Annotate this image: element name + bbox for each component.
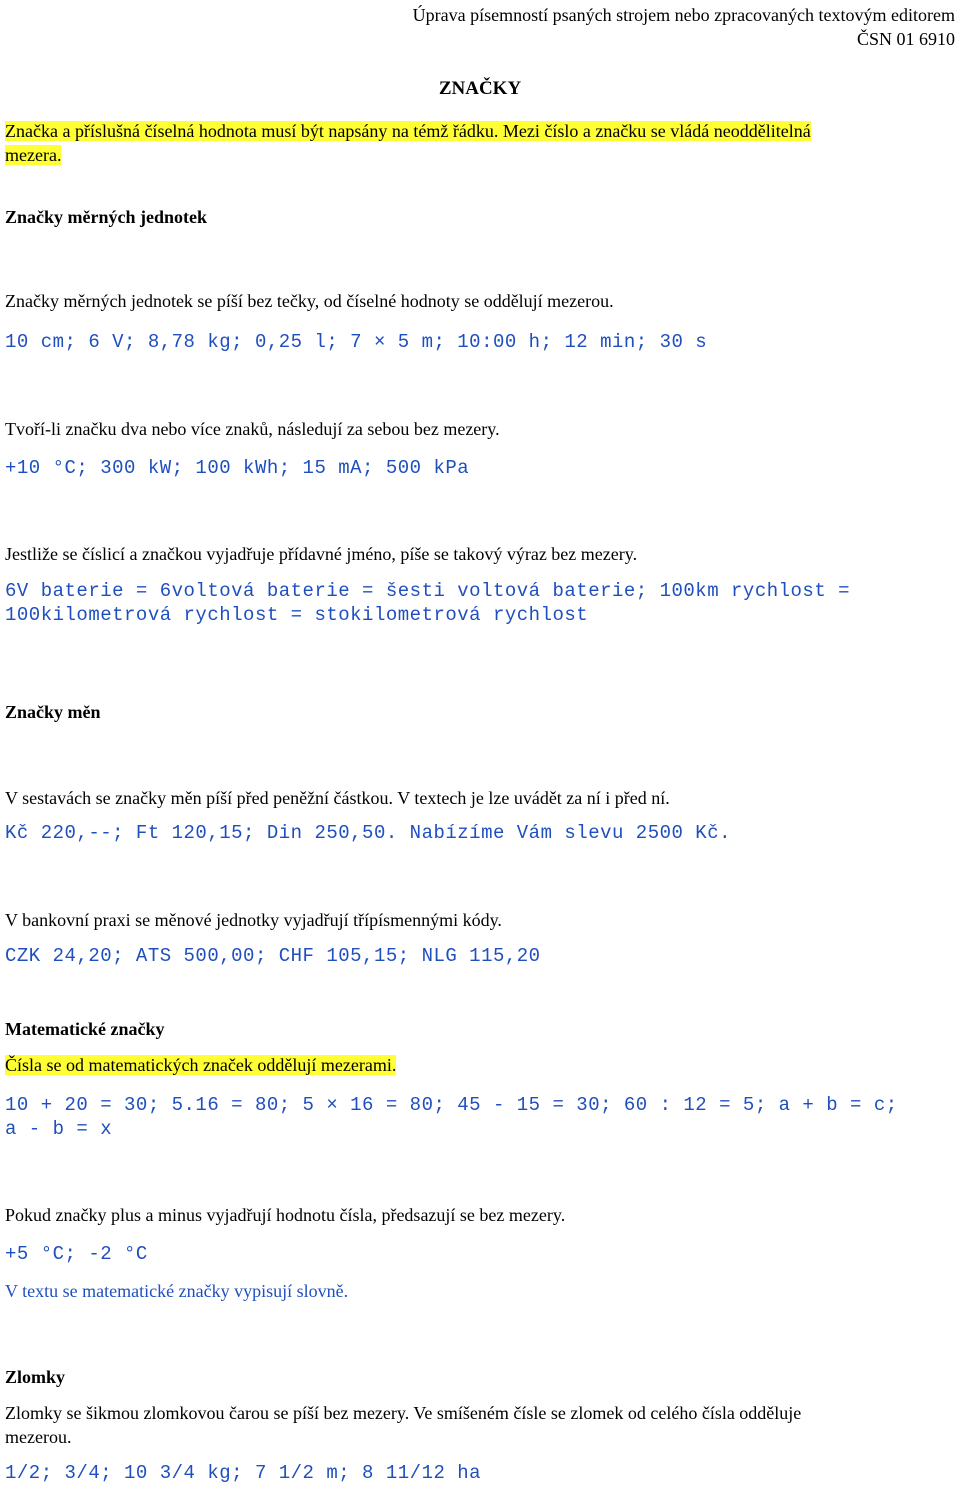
units-rule3: Jestliže se číslicí a značkou vyjadřuje přídavné jméno, píše se takový výraz bez mezery. bbox=[5, 544, 638, 564]
units-example3-line1: 6V baterie = 6voltová baterie = šesti voltová baterie; 100km rychlost = bbox=[5, 580, 851, 602]
document-header-standard: ČSN 01 6910 bbox=[856, 29, 955, 49]
intro-highlight: Značka a příslušná číselná hodnota musí být napsány na témž řádku. Mezi číslo a značku se vládá neoddělitelná bbox=[5, 121, 811, 141]
units-example3-line2: 100kilometrová rychlost = stokilometrová rychlost bbox=[5, 604, 589, 626]
fractions-heading: Zlomky bbox=[5, 1367, 66, 1387]
units-example2: +10 °C; 300 kW; 100 kWh; 15 mA; 500 kPa bbox=[5, 457, 470, 479]
math-rule3: V textu se matematické značky vypisují slovně. bbox=[5, 1281, 349, 1301]
intro-highlight-cont: mezera. bbox=[5, 145, 62, 165]
units-example1: 10 cm; 6 V; 8,78 kg; 0,25 l; 7 × 5 m; 10:00 h; 12 min; 30 s bbox=[5, 331, 708, 353]
currency-rule2: V bankovní praxi se měnové jednotky vyjadřují třípísmennými kódy. bbox=[5, 910, 502, 930]
document-header-line1: Úprava písemností psaných strojem nebo zpracovaných textovým editorem bbox=[412, 5, 955, 25]
math-rule1-highlight: Čísla se od matematických značek oddělují mezerami. bbox=[5, 1055, 397, 1075]
math-example1-line2: a - b = x bbox=[5, 1118, 113, 1140]
currency-example1: Kč 220,--; Ft 120,15; Din 250,50. Nabízíme Vám slevu 2500 Kč. bbox=[5, 822, 732, 844]
intro-line2 bbox=[5, 144, 61, 166]
page-title: ZNAČKY bbox=[438, 78, 522, 99]
units-rule1: Značky měrných jednotek se píší bez tečky, od číselné hodnoty se oddělují mezerou. bbox=[5, 291, 614, 311]
units-heading: Značky měrných jednotek bbox=[5, 207, 207, 227]
currency-example2: CZK 24,20; ATS 500,00; CHF 105,15; NLG 115,20 bbox=[5, 945, 541, 967]
units-rule2: Tvoří-li značku dva nebo více znaků, následují za sebou bez mezery. bbox=[5, 419, 500, 439]
fractions-rule1-line1: Zlomky se šikmou zlomkovou čarou se píší bez mezery. Ve smíšeném čísle se zlomek od celého čísla odděluje bbox=[5, 1403, 802, 1423]
intro-line1 bbox=[5, 120, 811, 142]
math-example1-line1: 10 + 20 = 30; 5.16 = 80; 5 × 16 = 80; 45 - 15 = 30; 60 : 12 = 5; a + b = c; bbox=[5, 1094, 898, 1116]
math-rule2: Pokud značky plus a minus vyjadřují hodnotu čísla, předsazují se bez mezery. bbox=[5, 1205, 566, 1225]
math-rule1 bbox=[5, 1054, 396, 1076]
math-heading: Matematické značky bbox=[5, 1019, 165, 1039]
math-example2: +5 °C; -2 °C bbox=[5, 1243, 148, 1265]
currency-heading: Značky měn bbox=[5, 702, 101, 722]
fractions-example1: 1/2; 3/4; 10 3/4 kg; 7 1/2 m; 8 11/12 ha bbox=[5, 1462, 482, 1484]
fractions-rule1-line2: mezerou. bbox=[5, 1427, 72, 1447]
currency-rule1: V sestavách se značky měn píší před peněžní částkou. V textech je lze uvádět za ní i před ní. bbox=[5, 788, 670, 808]
